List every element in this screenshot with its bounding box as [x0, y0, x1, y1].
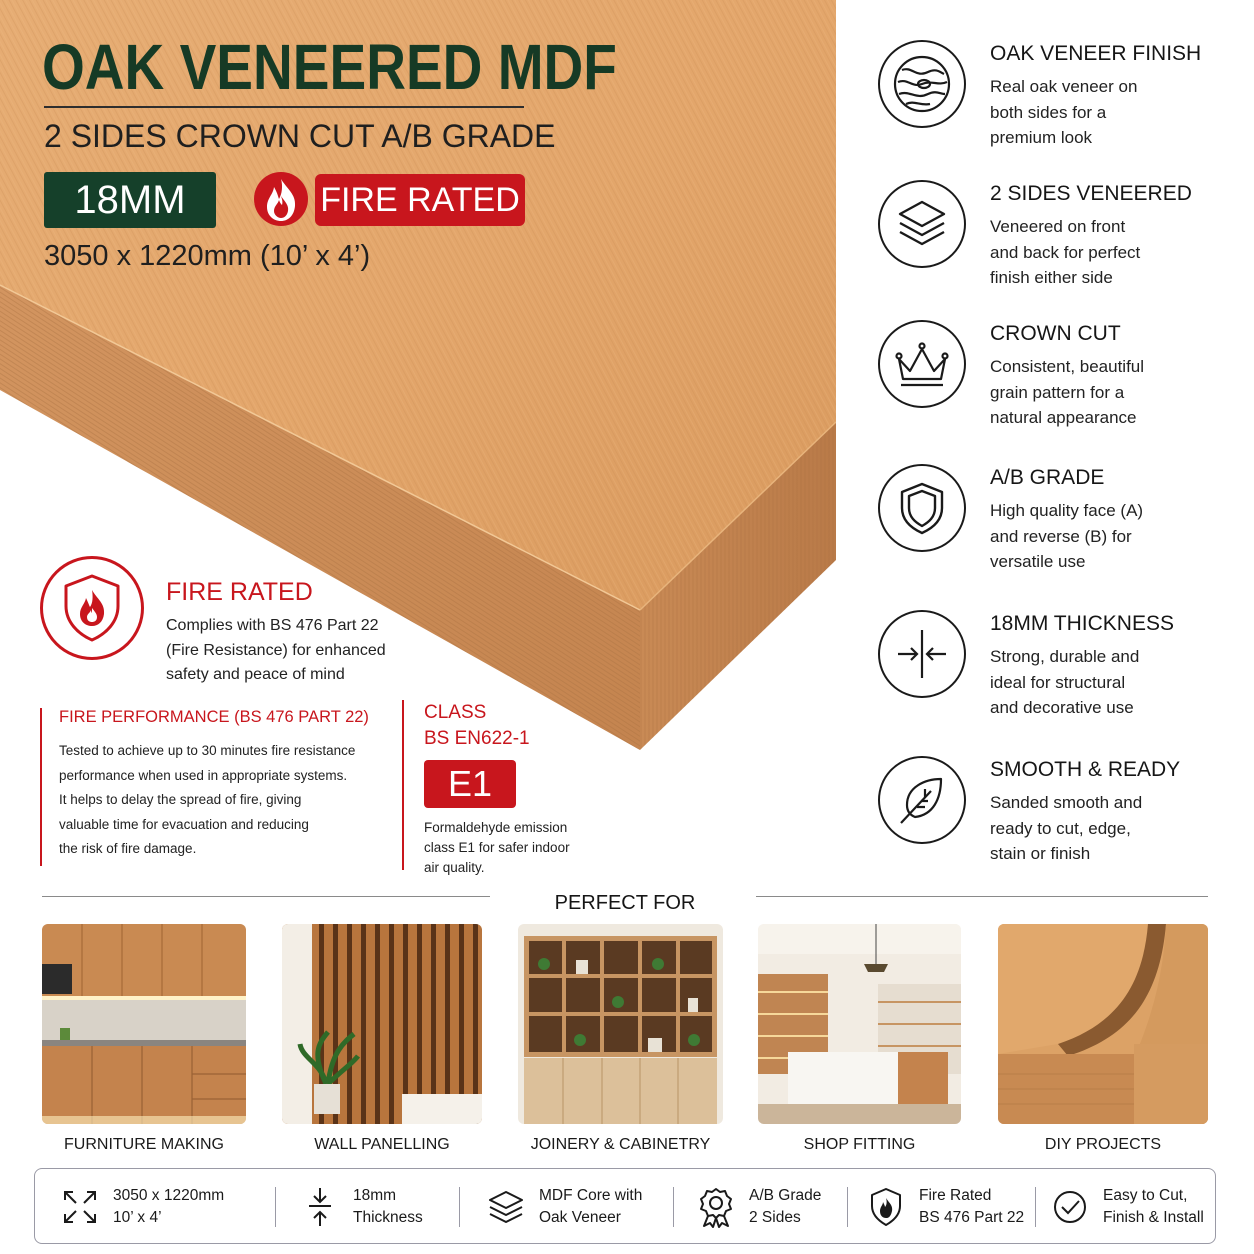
fire-performance-title: FIRE PERFORMANCE (BS 476 PART 22)	[59, 708, 369, 726]
feature-thickness	[872, 606, 1232, 736]
spec-text: 18mm Thickness	[353, 1187, 423, 1226]
check-circle-icon	[1049, 1186, 1091, 1228]
spec-text: MDF Core with Oak Veneer	[539, 1187, 643, 1226]
feature-crown-cut	[872, 316, 1232, 446]
feature-title: CROWN CUT	[990, 322, 1121, 345]
fire-rated-description: Complies with BS 476 Part 22 (Fire Resistance) for enhanced safety and peace of mind	[166, 617, 386, 683]
layers-icon	[878, 180, 966, 268]
feature-title: SMOOTH & READY	[990, 758, 1181, 781]
feature-oak-veneer	[872, 36, 1232, 166]
feature-description: High quality face (A) and reverse (B) for versatile use	[990, 501, 1144, 571]
use-case-shop-fitting	[758, 924, 961, 1154]
emission-class-title: CLASS BS EN622-1	[424, 702, 530, 749]
fire-performance-block	[40, 708, 390, 866]
spec-grade	[695, 1169, 821, 1245]
feature-title: 2 SIDES VENEERED	[990, 182, 1192, 205]
shelving-photo	[518, 924, 723, 1124]
feature-description: Consistent, beautiful grain pattern for a natural appearance	[990, 357, 1145, 427]
spec-divider	[459, 1187, 460, 1227]
wood-grain-icon	[878, 40, 966, 128]
spec-divider	[847, 1187, 848, 1227]
slat-wall-photo	[282, 924, 482, 1124]
use-case-label: SHOP FITTING	[803, 1136, 916, 1153]
product-title: OAK VENEERED MDF	[42, 31, 617, 103]
use-case-wall-panelling	[282, 924, 482, 1154]
use-case-label: DIY PROJECTS	[1044, 1136, 1162, 1153]
spec-text: A/B Grade 2 Sides	[749, 1187, 822, 1226]
feature-ab-grade	[872, 460, 1232, 590]
layers-icon	[485, 1186, 527, 1228]
feature-title: OAK VENEER FINISH	[990, 42, 1202, 65]
fire-rated-badge: FIRE RATED	[315, 174, 525, 226]
use-case-diy	[998, 924, 1208, 1154]
spec-text: Easy to Cut, Finish & Install	[1103, 1187, 1204, 1226]
use-case-joinery	[518, 924, 723, 1154]
award-icon	[695, 1186, 737, 1228]
kitchen-photo	[42, 924, 246, 1124]
feature-description: Veneered on front and back for perfect finish either side	[990, 217, 1141, 287]
section-divider-left	[42, 896, 490, 897]
use-case-label: FURNITURE MAKING	[64, 1136, 224, 1153]
spec-fire	[865, 1169, 1024, 1245]
e1-badge: E1	[424, 760, 516, 808]
spec-text: 3050 x 1220mm 10’ x 4’	[113, 1187, 225, 1226]
spec-core	[485, 1169, 642, 1245]
spec-text: Fire Rated BS 476 Part 22	[919, 1187, 1025, 1226]
use-case-label: JOINERY & CABINETRY	[530, 1136, 711, 1153]
fire-rated-title: FIRE RATED	[166, 578, 313, 606]
spec-thickness	[299, 1169, 423, 1245]
spec-bar	[34, 1168, 1216, 1244]
thickness-vertical-icon	[299, 1186, 341, 1228]
emission-description: Formaldehyde emission class E1 for safer indoor air quality.	[424, 820, 570, 875]
fire-shield-icon	[865, 1186, 907, 1228]
thickness-arrows-icon	[878, 610, 966, 698]
feature-description: Strong, durable and ideal for structural and decorative use	[990, 647, 1140, 717]
feature-title: 18MM THICKNESS	[990, 612, 1174, 635]
feature-two-sides	[872, 176, 1232, 306]
leaf-icon	[878, 756, 966, 844]
feature-description: Real oak veneer on both sides for a premium look	[990, 77, 1138, 147]
spec-divider	[275, 1187, 276, 1227]
feature-smooth	[872, 752, 1232, 882]
flame-icon	[252, 170, 310, 228]
spec-divider	[673, 1187, 674, 1227]
shop-photo	[758, 924, 961, 1124]
spec-ease	[1049, 1169, 1204, 1245]
expand-arrows-icon	[59, 1186, 101, 1228]
title-divider	[44, 106, 524, 108]
spec-dimensions	[59, 1169, 224, 1245]
feature-title: A/B GRADE	[990, 466, 1105, 489]
spec-divider	[1035, 1187, 1036, 1227]
perfect-for-title: PERFECT FOR	[554, 892, 696, 914]
crown-icon	[878, 320, 966, 408]
emission-class-block	[402, 700, 602, 875]
product-subtitle: 2 SIDES CROWN CUT A/B GRADE	[44, 118, 556, 154]
board-dimensions: 3050 x 1220mm (10’ x 4’)	[44, 240, 371, 272]
fire-performance-description: Tested to achieve up to 30 minutes fire resistance performance when used in appropriate systems. It helps to delay the spread of fire, giving valuable time for evacuation and reducing the risk of fire damage.	[59, 743, 356, 857]
section-divider-right	[756, 896, 1208, 897]
use-case-furniture	[42, 924, 246, 1154]
feature-description: Sanded smooth and ready to cut, edge, stain or finish	[990, 793, 1143, 863]
board-curve-photo	[998, 924, 1208, 1124]
thickness-badge: 18MM	[44, 172, 216, 228]
shield-icon	[878, 464, 966, 552]
fire-shield-icon	[40, 556, 144, 660]
use-case-gallery	[0, 924, 1254, 1160]
use-case-label: WALL PANELLING	[314, 1136, 450, 1153]
